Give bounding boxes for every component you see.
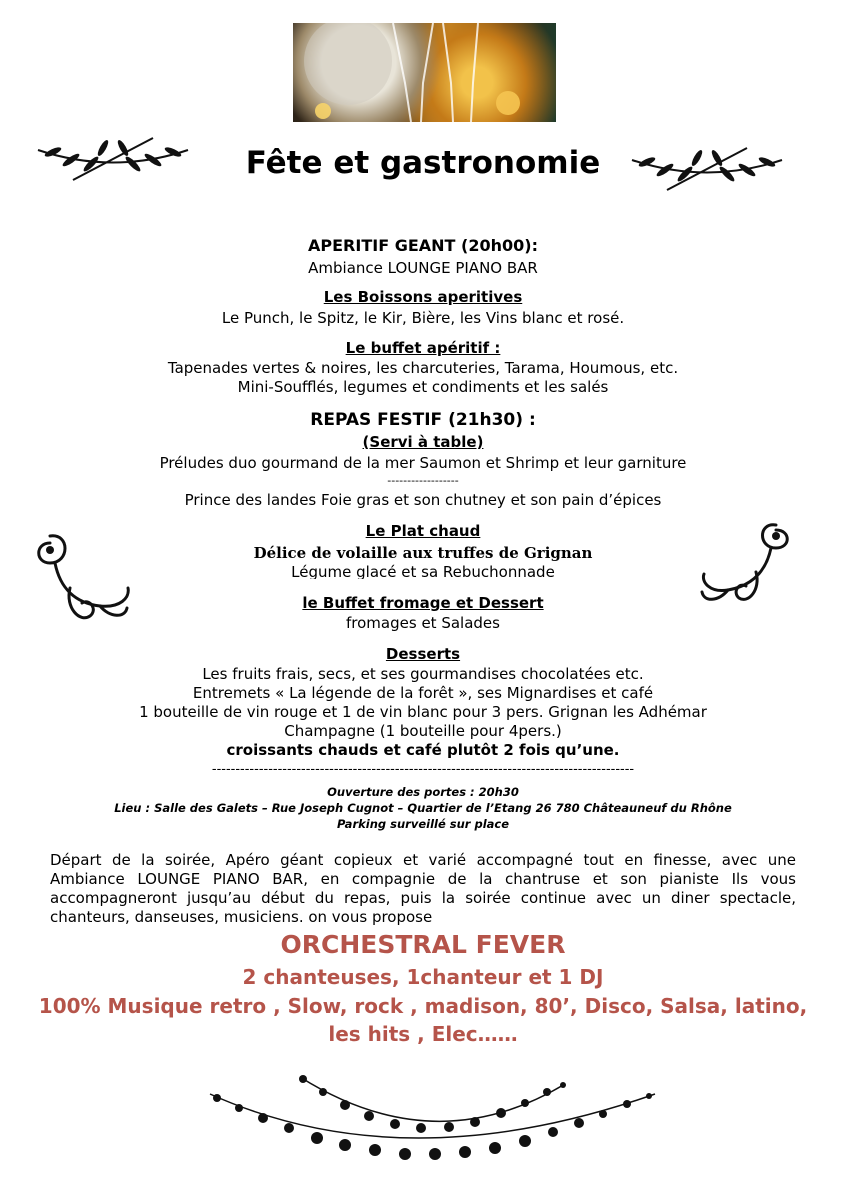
boissons-heading: Les Boissons aperitives xyxy=(323,288,523,306)
aperitif-ambiance: Ambiance LOUNGE PIANO BAR xyxy=(308,259,538,277)
buffet-aperitif-heading: Le buffet apéritif : xyxy=(345,339,501,357)
header-photo-champagne xyxy=(293,23,556,122)
buffet-aperitif-line2: Mini-Soufflés, legumes et condiments et les salés xyxy=(237,378,609,396)
info-parking: Parking surveillé sur place xyxy=(336,817,510,831)
buffet-fromage-text: fromages et Salades xyxy=(346,614,500,632)
aperitif-heading: APERITIF GEANT (20h00): xyxy=(308,236,538,255)
buffet-fromage-heading: le Buffet fromage et Dessert xyxy=(302,594,544,612)
show-music-line1: 100% Musique retro , Slow, rock , madison, 80’, Disco, Salsa, latino, xyxy=(38,994,808,1018)
garland-beads-icon xyxy=(205,1072,665,1171)
plat-heading: Le Plat chaud xyxy=(365,522,481,540)
show-artists: 2 chanteuses, 1chanteur et 1 DJ xyxy=(242,965,604,989)
buffet-aperitif-line1: Tapenades vertes & noires, les charcuteries, Tarama, Houmous, etc. xyxy=(167,359,679,377)
info-doors: Ouverture des portes : 20h30 xyxy=(327,785,519,799)
desserts-line2: Entremets « La légende de la forêt », ses Mignardises et café xyxy=(192,684,654,702)
boissons-text: Le Punch, le Spitz, le Kir, Bière, les Vins blanc et rosé. xyxy=(221,309,625,327)
description-paragraph: Départ de la soirée, Apéro géant copieux et varié accompagné tout en finesse, avec une Ambiance LOUNGE PIANO BAR, en compagnie de la chantruse et son pianiste Ils vous accompagneront jusqu’au début du repas, puis la soirée continue avec un diner spectacle, chanteurs, danseuses, musiciens. on vous propose xyxy=(50,851,796,926)
show-music-line2: les hits , Elec…… xyxy=(328,1022,518,1046)
dashed-divider: ------------------------------------------------------------------------------------------ xyxy=(211,762,635,777)
desserts-heading: Desserts xyxy=(385,645,461,663)
page-title: Fête et gastronomie xyxy=(245,145,601,181)
plat-line2: Légume glacé et sa Rebuchonnade xyxy=(291,563,555,579)
show-name: ORCHESTRAL FEVER xyxy=(280,930,566,959)
info-lieu: Lieu : Salle des Galets – Rue Joseph Cugnot – Quartier de l’Etang 26 780 Châteauneuf du Rhône xyxy=(114,801,732,815)
desserts-line3: 1 bouteille de vin rouge et 1 de vin blanc pour 3 pers. Grignan les Adhémar xyxy=(139,703,707,721)
repas-heading: REPAS FESTIF (21h30) : xyxy=(310,410,536,430)
desserts-line5: croissants chauds et café plutôt 2 fois qu’une. xyxy=(226,741,620,759)
repas-prelude: Préludes duo gourmand de la mer Saumon et Shrimp et leur garniture xyxy=(159,454,687,472)
repas-servi: (Servi à table) xyxy=(362,433,484,451)
repas-prince: Prince des landes Foie gras et son chutney et son pain d’épices xyxy=(184,491,662,509)
desserts-line4: Champagne (1 bouteille pour 4pers.) xyxy=(284,722,562,740)
flourish-right-icon xyxy=(696,520,791,619)
desserts-line1: Les fruits frais, secs, et ses gourmandises chocolatées etc. xyxy=(202,665,644,683)
repas-separator: ------------------ xyxy=(387,474,459,487)
flourish-left-icon xyxy=(30,528,135,637)
plat-line1: Délice de volaille aux truffes de Grignan xyxy=(253,544,593,562)
